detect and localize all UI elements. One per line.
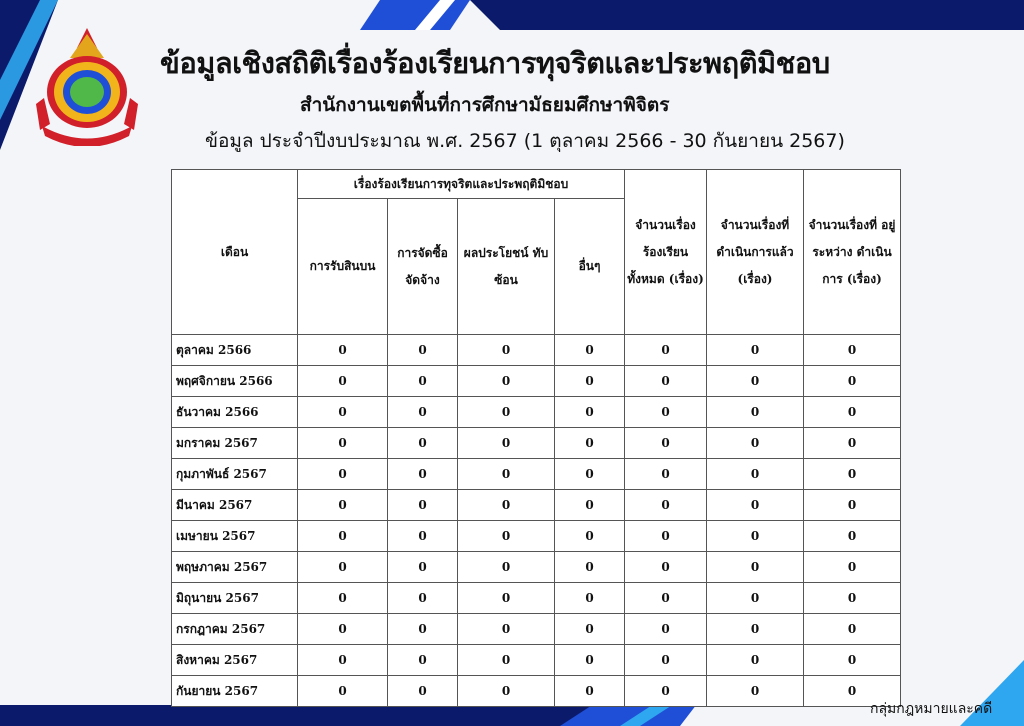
month-cell: ตุลาคม 2566 <box>172 335 298 366</box>
value-cell: 0 <box>625 397 707 428</box>
value-cell: 0 <box>298 397 388 428</box>
month-cell: เมษายน 2567 <box>172 521 298 552</box>
value-cell: 0 <box>458 397 555 428</box>
value-cell: 0 <box>625 645 707 676</box>
total-header: จำนวนเรื่อง ร้องเรียน ทั้งหมด (เรื่อง) <box>625 170 707 335</box>
value-cell: 0 <box>625 583 707 614</box>
bribery-header: การรับสินบน <box>298 199 388 335</box>
value-cell: 0 <box>625 676 707 707</box>
value-cell: 0 <box>707 397 804 428</box>
fiscal-period: ข้อมูล ประจำปีงบประมาณ พ.ศ. 2567 (1 ตุลาคม 2566 - 30 กันยายน 2567) <box>205 130 845 152</box>
value-cell: 0 <box>555 552 625 583</box>
value-cell: 0 <box>707 552 804 583</box>
value-cell: 0 <box>555 335 625 366</box>
value-cell: 0 <box>555 397 625 428</box>
value-cell: 0 <box>804 428 901 459</box>
value-cell: 0 <box>707 459 804 490</box>
month-cell: มิถุนายน 2567 <box>172 583 298 614</box>
value-cell: 0 <box>707 366 804 397</box>
value-cell: 0 <box>458 335 555 366</box>
value-cell: 0 <box>388 583 458 614</box>
procurement-header: การจัดซื้อ จัดจ้าง <box>388 199 458 335</box>
value-cell: 0 <box>388 490 458 521</box>
table-row <box>172 552 901 583</box>
value-cell: 0 <box>298 521 388 552</box>
value-cell: 0 <box>298 645 388 676</box>
value-cell: 0 <box>555 428 625 459</box>
value-cell: 0 <box>804 614 901 645</box>
table-row <box>172 645 901 676</box>
value-cell: 0 <box>388 676 458 707</box>
value-cell: 0 <box>707 335 804 366</box>
value-cell: 0 <box>388 335 458 366</box>
value-cell: 0 <box>298 490 388 521</box>
value-cell: 0 <box>298 676 388 707</box>
value-cell: 0 <box>804 335 901 366</box>
value-cell: 0 <box>555 521 625 552</box>
value-cell: 0 <box>555 583 625 614</box>
value-cell: 0 <box>707 645 804 676</box>
page-subtitle: สำนักงานเขตพื้นที่การศึกษามัธยมศึกษาพิจิตร <box>300 94 670 116</box>
value-cell: 0 <box>458 676 555 707</box>
footer-department: กลุ่มกฎหมายและคดี <box>870 701 993 717</box>
value-cell: 0 <box>804 676 901 707</box>
value-cell: 0 <box>804 583 901 614</box>
value-cell: 0 <box>625 335 707 366</box>
month-cell: พฤษภาคม 2567 <box>172 552 298 583</box>
table-row <box>172 676 901 707</box>
group-header: เรื่องร้องเรียนการทุจริตและประพฤติมิชอบ <box>298 170 625 199</box>
month-header: เดือน <box>172 170 298 335</box>
value-cell: 0 <box>707 521 804 552</box>
month-cell: สิงหาคม 2567 <box>172 645 298 676</box>
value-cell: 0 <box>388 645 458 676</box>
value-cell: 0 <box>707 490 804 521</box>
value-cell: 0 <box>458 428 555 459</box>
value-cell: 0 <box>388 459 458 490</box>
value-cell: 0 <box>804 459 901 490</box>
value-cell: 0 <box>555 645 625 676</box>
value-cell: 0 <box>388 614 458 645</box>
value-cell: 0 <box>458 583 555 614</box>
value-cell: 0 <box>298 583 388 614</box>
value-cell: 0 <box>458 459 555 490</box>
table-row <box>172 335 901 366</box>
value-cell: 0 <box>555 614 625 645</box>
table-row <box>172 490 901 521</box>
value-cell: 0 <box>625 521 707 552</box>
value-cell: 0 <box>707 676 804 707</box>
value-cell: 0 <box>388 397 458 428</box>
month-cell: มีนาคม 2567 <box>172 490 298 521</box>
value-cell: 0 <box>707 614 804 645</box>
done-header: จำนวนเรื่องที่ ดำเนินการแล้ว (เรื่อง) <box>707 170 804 335</box>
value-cell: 0 <box>625 490 707 521</box>
table-row <box>172 397 901 428</box>
table-row <box>172 583 901 614</box>
month-cell: กรกฎาคม 2567 <box>172 614 298 645</box>
value-cell: 0 <box>298 428 388 459</box>
value-cell: 0 <box>804 397 901 428</box>
month-cell: พฤศจิกายน 2566 <box>172 366 298 397</box>
value-cell: 0 <box>388 521 458 552</box>
value-cell: 0 <box>707 583 804 614</box>
month-cell: ธันวาคม 2566 <box>172 397 298 428</box>
value-cell: 0 <box>804 490 901 521</box>
value-cell: 0 <box>298 552 388 583</box>
value-cell: 0 <box>555 366 625 397</box>
value-cell: 0 <box>458 645 555 676</box>
value-cell: 0 <box>298 335 388 366</box>
value-cell: 0 <box>625 552 707 583</box>
conflict-of-interest-header: ผลประโยชน์ ทับซ้อน <box>458 199 555 335</box>
value-cell: 0 <box>298 366 388 397</box>
value-cell: 0 <box>804 366 901 397</box>
value-cell: 0 <box>298 614 388 645</box>
value-cell: 0 <box>458 366 555 397</box>
pending-header: จำนวนเรื่องที่ อยู่ระหว่าง ดำเนินการ (เรื่อง) <box>804 170 901 335</box>
value-cell: 0 <box>804 645 901 676</box>
table-row <box>172 366 901 397</box>
obec-emblem-logo <box>34 26 140 146</box>
value-cell: 0 <box>804 521 901 552</box>
value-cell: 0 <box>555 490 625 521</box>
table-row <box>172 459 901 490</box>
value-cell: 0 <box>458 614 555 645</box>
other-header: อื่นๆ <box>555 199 625 335</box>
value-cell: 0 <box>625 366 707 397</box>
value-cell: 0 <box>707 428 804 459</box>
value-cell: 0 <box>555 676 625 707</box>
value-cell: 0 <box>458 490 555 521</box>
month-cell: กุมภาพันธ์ 2567 <box>172 459 298 490</box>
complaint-statistics-table <box>171 169 901 707</box>
value-cell: 0 <box>625 428 707 459</box>
value-cell: 0 <box>388 428 458 459</box>
value-cell: 0 <box>298 459 388 490</box>
page-title: ข้อมูลเชิงสถิติเรื่องร้องเรียนการทุจริตและประพฤติมิชอบ <box>160 46 830 80</box>
value-cell: 0 <box>458 552 555 583</box>
value-cell: 0 <box>388 366 458 397</box>
month-cell: กันยายน 2567 <box>172 676 298 707</box>
value-cell: 0 <box>388 552 458 583</box>
value-cell: 0 <box>804 552 901 583</box>
table-row <box>172 428 901 459</box>
month-cell: มกราคม 2567 <box>172 428 298 459</box>
table-row <box>172 521 901 552</box>
value-cell: 0 <box>555 459 625 490</box>
value-cell: 0 <box>458 521 555 552</box>
table-row <box>172 614 901 645</box>
value-cell: 0 <box>625 459 707 490</box>
value-cell: 0 <box>625 614 707 645</box>
